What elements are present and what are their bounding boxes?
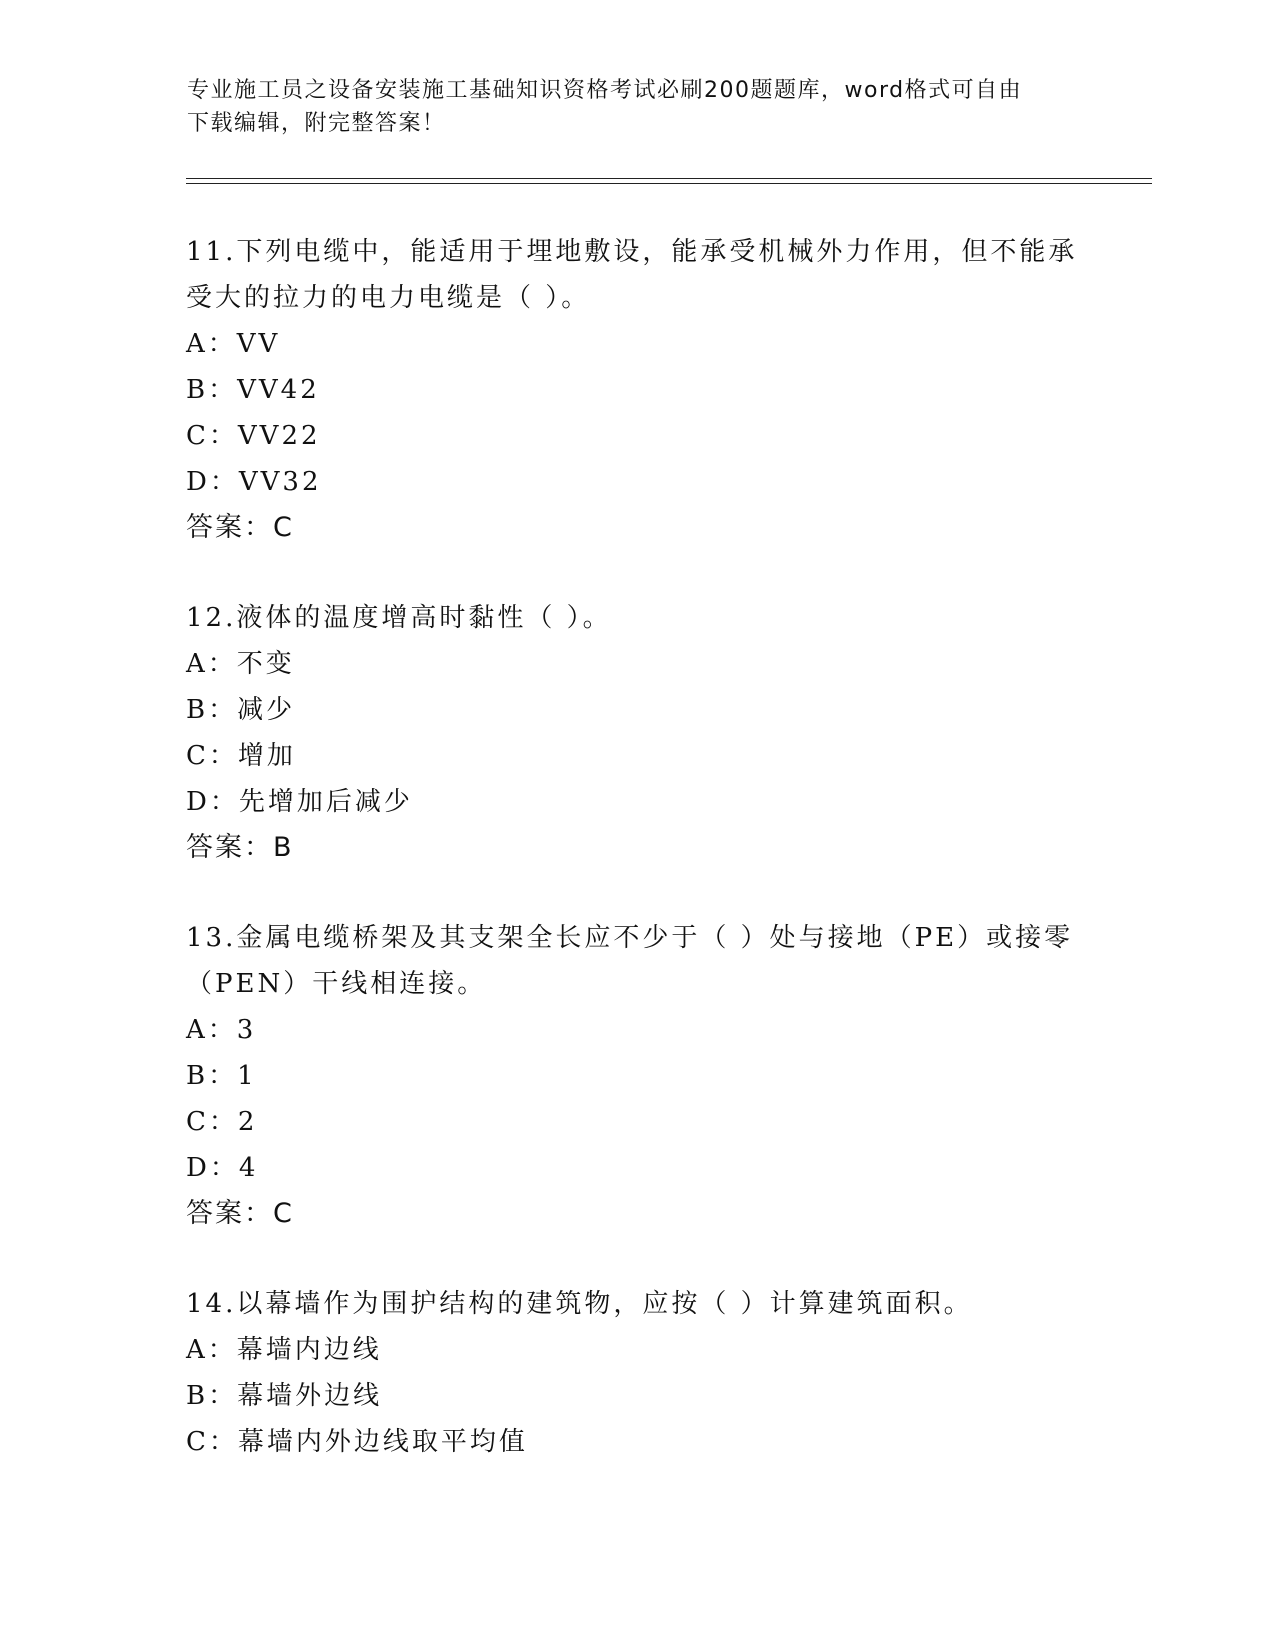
answer: 答案：B [186,832,294,863]
document-header [187,74,1087,140]
option-b: B：幕墙外边线 [186,1381,383,1411]
question-list [186,229,1086,1509]
question-14 [186,1281,1086,1465]
question-text-line-1: 13.金属电缆桥架及其支架全长应不少于（ ）处与接地（PE）或接零 [186,923,1074,953]
option-a: A：幕墙内边线 [186,1335,382,1365]
header-line-1: 专业施工员之设备安装施工基础知识资格考试必刷200题题库，word格式可自由 [187,78,1023,103]
question-13 [186,915,1086,1237]
option-d: D：4 [186,1153,259,1183]
option-c: C：幕墙内外边线取平均值 [186,1427,528,1457]
option-a: A：VV [186,329,281,359]
question-text-line-1: 11.下列电缆中，能适用于埋地敷设，能承受机械外力作用，但不能承 [186,237,1078,267]
question-12 [186,595,1086,871]
question-text-line-1: 14.以幕墙作为围护结构的建筑物，应按（ ）计算建筑面积。 [186,1289,973,1319]
question-11 [186,229,1086,551]
header-divider-bottom [186,183,1152,184]
option-a: A：不变 [186,649,295,679]
header-line-2: 下载编辑，附完整答案！ [187,111,446,136]
option-c: C：增加 [186,741,296,771]
question-text-line-1: 12.液体的温度增高时黏性（ ）。 [186,603,612,633]
option-d: D：先增加后减少 [186,787,413,817]
header-divider-top [186,178,1152,179]
option-c: C：VV22 [186,421,321,451]
option-b: B：减少 [186,695,296,725]
option-a: A：3 [186,1015,257,1045]
answer: 答案：C [186,512,294,543]
question-text-line-2: 受大的拉力的电力电缆是（ ）。 [186,283,591,313]
answer: 答案：C [186,1198,294,1229]
option-d: D：VV32 [186,467,322,497]
question-text-line-2: （PEN）干线相连接。 [186,969,487,999]
option-b: B：1 [186,1061,257,1091]
option-c: C：2 [186,1107,258,1137]
option-b: B：VV42 [186,375,320,405]
